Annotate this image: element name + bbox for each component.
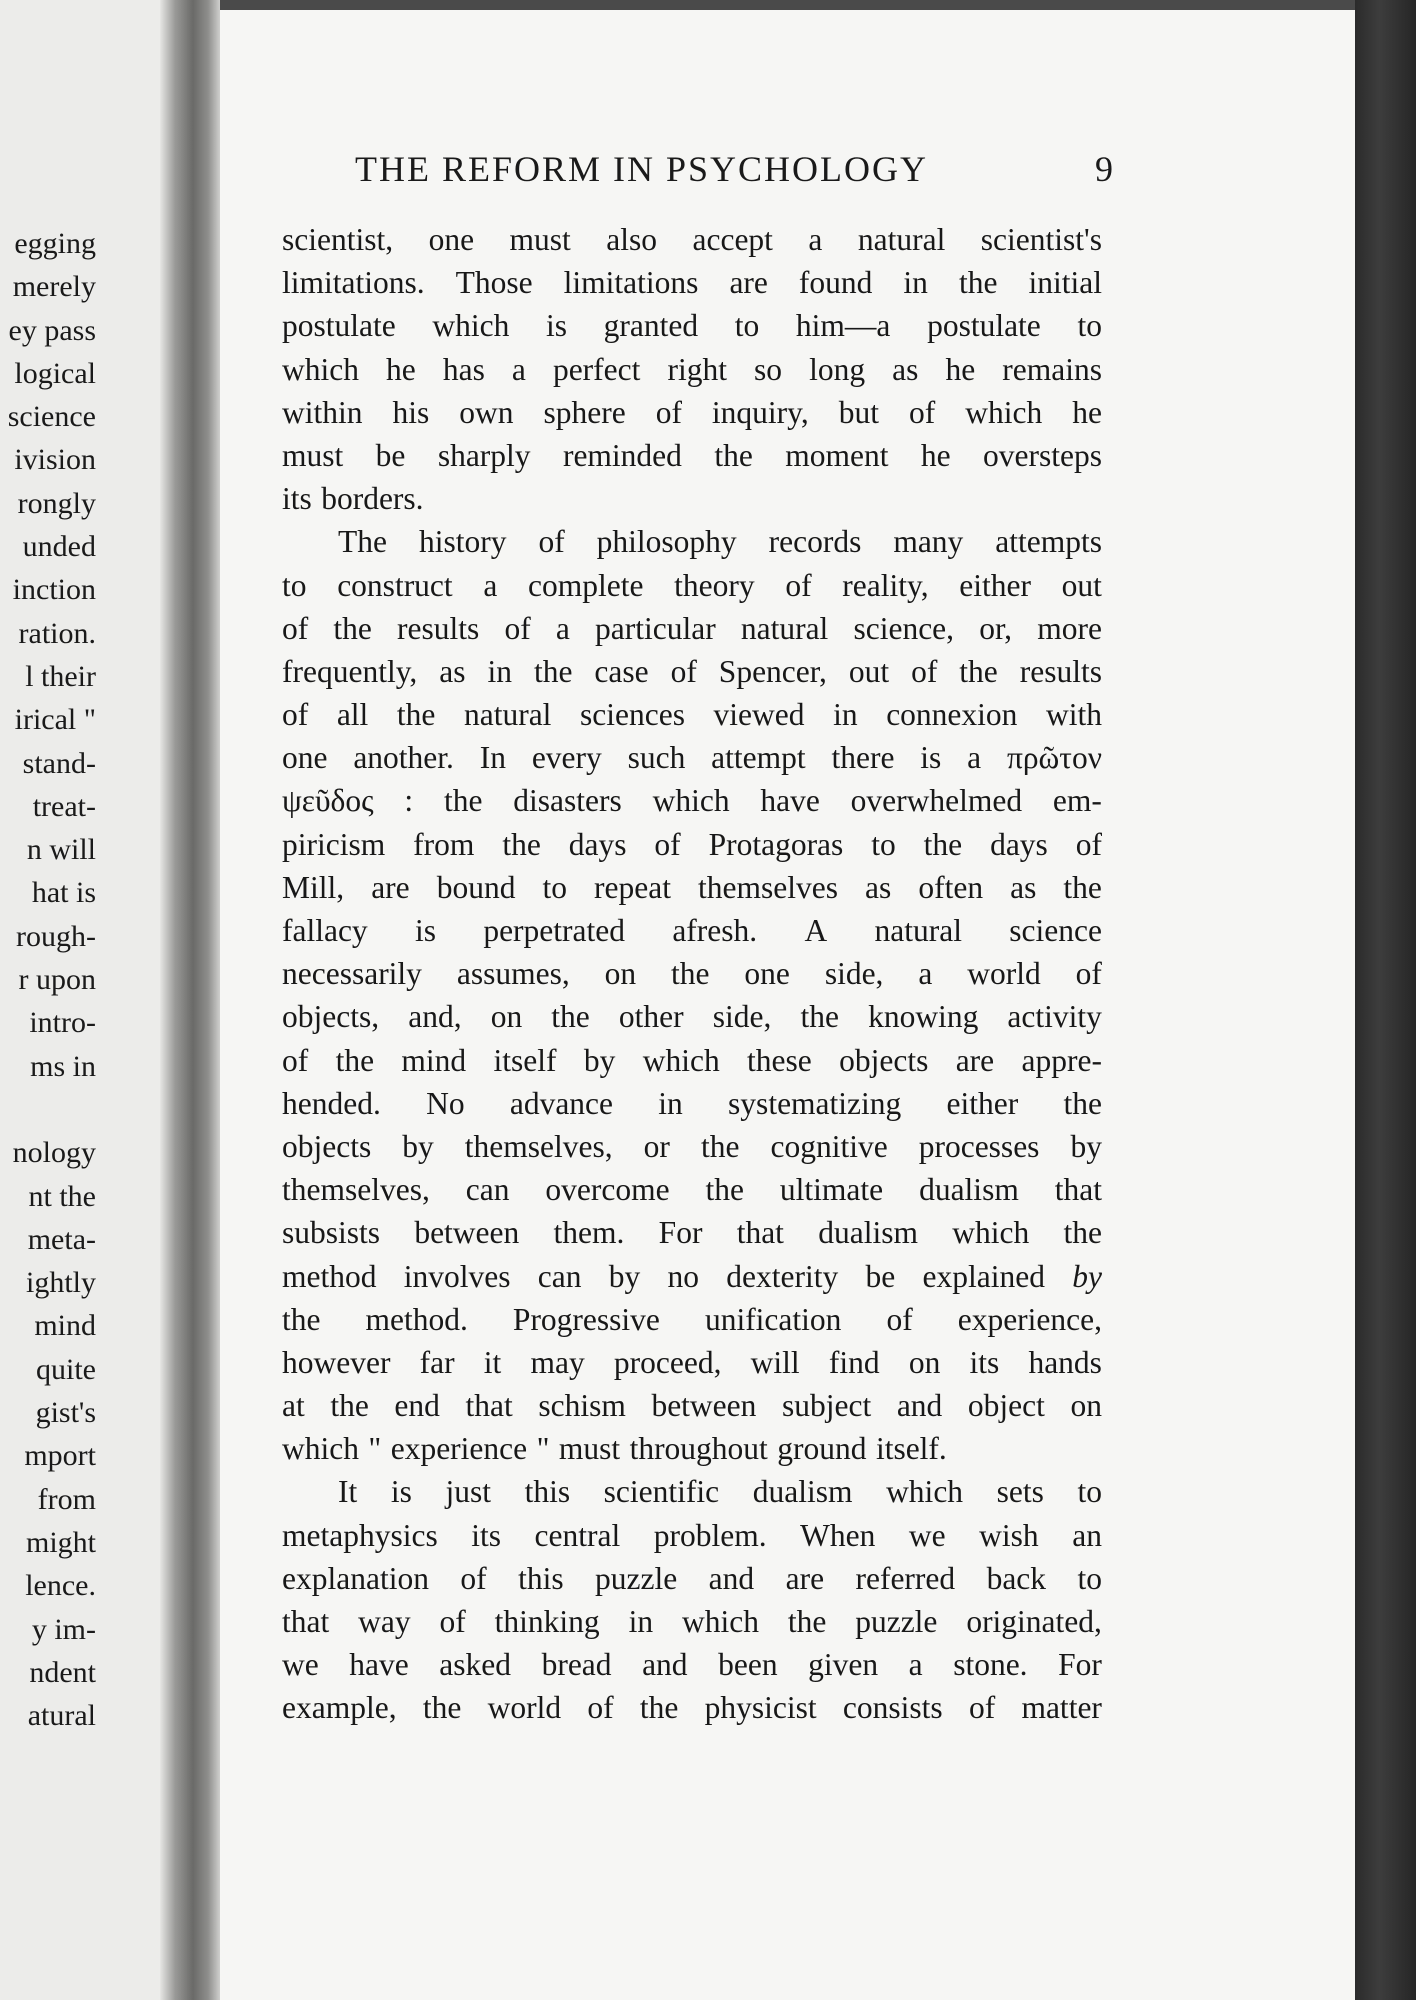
left-line: from <box>37 1482 96 1516</box>
text-line: It is just this scientific dualism which sets to <box>338 1474 1102 1510</box>
text-line: objects, and, on the other side, the knowing activity <box>282 999 1102 1035</box>
text-line: hended. No advance in systematizing either the <box>282 1085 1102 1121</box>
text-line: which " experience " must throughout ground itself. <box>282 1431 947 1467</box>
left-line: rough- <box>16 919 96 953</box>
text-line: explanation of this puzzle and are referred back to <box>282 1560 1102 1596</box>
text-line: postulate which is granted to him—a postulate to <box>282 308 1102 344</box>
left-line: inction <box>12 573 96 607</box>
text-line: piricism from the days of Protagoras to the days of <box>282 826 1102 862</box>
left-line: gist's <box>35 1396 96 1430</box>
text-line: Mill, are bound to repeat themselves as often as the <box>282 869 1102 905</box>
left-line: unded <box>22 530 96 564</box>
text-line: frequently, as in the case of Spencer, out of the results <box>282 653 1102 689</box>
left-line: ivision <box>14 443 96 477</box>
left-line: science <box>7 400 96 434</box>
text-line: however far it may proceed, will find on its hands <box>282 1344 1102 1380</box>
page-number: 9 <box>1095 149 1115 189</box>
left-line: stand- <box>22 746 96 780</box>
left-line: ms in <box>30 1049 96 1083</box>
text-line: one another. In every such attempt there is a πρῶτον <box>282 740 1102 776</box>
left-line: meta- <box>27 1222 96 1256</box>
left-line: intro- <box>29 1006 96 1040</box>
text-line: scientist, one must also accept a natural scientist's <box>282 222 1102 257</box>
left-line: egging <box>14 227 96 260</box>
text-line: metaphysics its central problem. When we wish an <box>282 1517 1102 1553</box>
text-line: ψεῦδος : the disasters which have overwhelmed em- <box>282 783 1102 819</box>
left-line: irical " <box>14 703 96 737</box>
text-line: its borders. <box>282 481 424 517</box>
book-page-edge <box>1355 0 1416 2000</box>
text-line: example, the world of the physicist consists of matter <box>282 1690 1102 1726</box>
text-line: necessarily assumes, on the one side, a world of <box>282 956 1102 992</box>
left-line: nology <box>12 1136 96 1170</box>
text-line: of all the natural sciences viewed in connexion with <box>282 697 1102 733</box>
text-line: themselves, can overcome the ultimate dualism that <box>282 1172 1102 1208</box>
left-line: hat is <box>31 876 96 910</box>
text-line: must be sharply reminded the moment he oversteps <box>282 437 1102 473</box>
running-header <box>355 140 1115 200</box>
text-line: subsists between them. For that dualism which the <box>282 1215 1102 1251</box>
left-line: atural <box>27 1699 96 1733</box>
left-line: logical <box>14 356 96 390</box>
book-gutter <box>160 0 220 2000</box>
text-line: that way of thinking in which the puzzle originated, <box>282 1604 1102 1639</box>
text-line: method involves can by no dexterity be explained by <box>282 1255 1102 1298</box>
text-line: limitations. Those limitations are found in the initial <box>282 265 1102 301</box>
left-line: might <box>25 1525 96 1559</box>
left-line: n will <box>26 833 96 867</box>
running-title: THE REFORM IN PSYCHOLOGY <box>355 149 929 189</box>
text-line: of the mind itself by which these objects are appre- <box>282 1042 1102 1078</box>
text-line: of the results of a particular natural science, or, more <box>282 610 1102 646</box>
left-page-text <box>0 222 96 1737</box>
left-line: rongly <box>17 486 96 520</box>
text-line: to construct a complete theory of reality, either out <box>282 567 1102 603</box>
text-line: fallacy is perpetrated afresh. A natural science <box>282 913 1102 948</box>
text-line: within his own sphere of inquiry, but of which he <box>282 394 1102 430</box>
left-line: l their <box>25 659 96 693</box>
text-line: The history of philosophy records many attempts <box>338 524 1102 560</box>
left-line: ightly <box>25 1266 96 1300</box>
text-line: objects by themselves, or the cognitive processes by <box>282 1128 1102 1164</box>
left-line: treat- <box>32 789 96 823</box>
left-line: nt the <box>28 1179 96 1213</box>
left-line <box>0 1088 96 1131</box>
text-line: we have asked bread and been given a stone. For <box>282 1647 1102 1683</box>
left-line: mind <box>34 1309 96 1343</box>
text-line: at the end that schism between subject and object on <box>282 1388 1102 1424</box>
left-line: ration. <box>18 616 96 650</box>
left-line: ey pass <box>8 313 96 347</box>
emphasis-word: by <box>1072 1258 1102 1294</box>
left-line: y im- <box>31 1612 96 1646</box>
left-line: merely <box>12 270 96 304</box>
body-text <box>282 218 1102 1730</box>
left-line: mport <box>24 1439 96 1473</box>
left-line: r upon <box>18 963 96 997</box>
text-line: the method. Progressive unification of experience, <box>282 1301 1102 1337</box>
left-line: lence. <box>25 1569 96 1603</box>
left-line: quite <box>36 1352 96 1386</box>
text-line: which he has a perfect right so long as he remains <box>282 351 1102 387</box>
left-line: ndent <box>29 1655 96 1689</box>
